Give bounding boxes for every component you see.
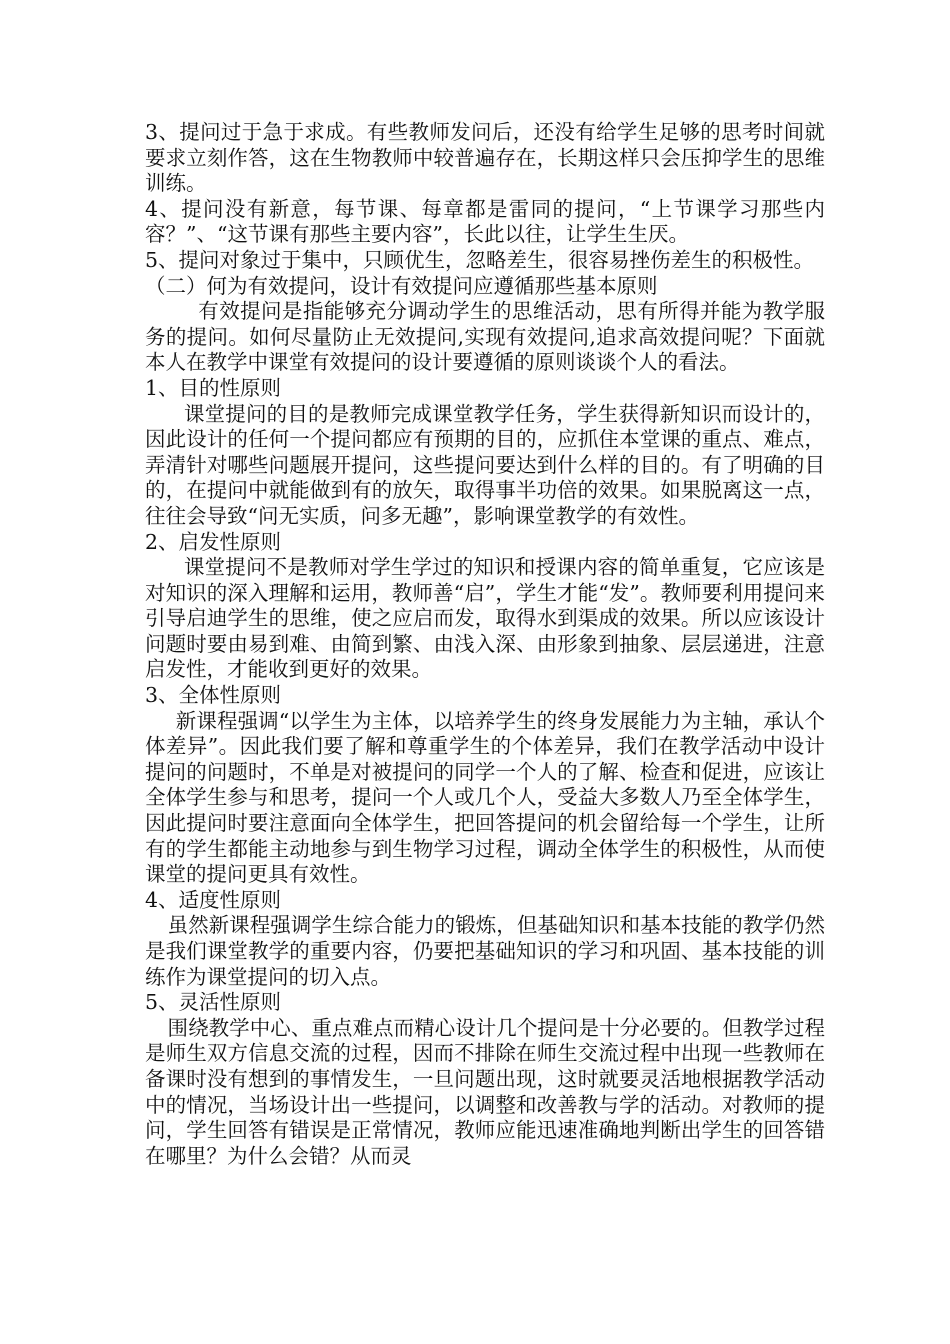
problem-item-3: 3、提问过于急于求成。有些教师发问后，还没有给学生足够的思考时间就要求立刻作答，这在生物教师中较普遍存在，长期这样只会压抑学生的思维训练。 (145, 120, 825, 196)
principle-heading-4: 4、适度性原则 (145, 887, 282, 912)
principle-heading-2: 2、启发性原则 (145, 529, 282, 554)
principle-heading-5: 5、灵活性原则 (145, 990, 282, 1015)
principle-body-1: 课堂提问的目的是教师完成课堂教学任务，学生获得新知识而设计的，因此设计的任何一个提问都应有预期的目的，应抓住本堂课的重点、难点，弄清针对哪些问题展开提问，这些提问要达到什么样的目的。有了明确的目的，在提问中就能做到有的放矢，取得事半功倍的效果。如果脱离这一点，往往会导致“问无实质，问多无趣”，影响课堂教学的有效性。 (145, 401, 825, 528)
principle-heading-1: 1、目的性原则 (145, 375, 282, 400)
principle-body-4: 虽然新课程强调学生综合能力的锻炼，但基础知识和基本技能的教学仍然是我们课堂教学的重要内容，仍要把基础知识的学习和巩固、基本技能的训练作为课堂提问的切入点。 (145, 913, 825, 989)
principle-body-5: 围绕教学中心、重点难点而精心设计几个提问是十分必要的。但教学过程是师生双方信息交流的过程，因而不排除在师生交流过程中出现一些教师在备课时没有想到的事情发生，一旦问题出现，这时就要灵活地根据教学活动中的情况，当场设计出一些提问，以调整和改善教与学的活动。对教师的提问，学生回答有错误是正常情况，教师应能迅速准确地判断出学生的回答错在哪里？为什么会错？从而灵 (145, 1015, 825, 1168)
section-heading: （二）何为有效提问，设计有效提问应遵循那些基本原则 (145, 273, 658, 298)
principle-body-3: 新课程强调“以学生为主体，以培养学生的终身发展能力为主轴，承认个体差异”。因此我们要了解和尊重学生的个体差异，我们在教学活动中设计提问的问题时，不单是对被提问的同学一个人的了解、检查和促进，应该让全体学生参与和思考，提问一个人或几个人，受益大多数人乃至全体学生，因此提问时要注意面向全体学生，把回答提问的机会留给每一个学生，让所有的学生都能主动地参与到生物学习过程，调动全体学生的积极性，从而使课堂的提问更具有效性。 (145, 708, 825, 887)
document-page (145, 120, 825, 1169)
principle-heading-3: 3、全体性原则 (145, 683, 282, 708)
intro-paragraph: 有效提问是指能够充分调动学生的思维活动，思有所得并能为教学服务的提问。如何尽量防止无效提问,实现有效提问,追求高效提问呢？下面就本人在教学中课堂有效提问的设计要遵循的原则谈谈个人的看法。 (145, 299, 825, 375)
problem-item-5: 5、提问对象过于集中，只顾优生，忽略差生，很容易挫伤差生的积极性。 (145, 247, 815, 272)
problem-item-4: 4、提问没有新意，每节课、每章都是雷同的提问，“上节课学习那些内容？”、“这节课有那些主要内容”，长此以往，让学生生厌。 (145, 196, 825, 247)
principle-body-2: 课堂提问不是教师对学生学过的知识和授课内容的简单重复，它应该是对知识的深入理解和运用，教师善“启”，学生才能“发”。教师要利用提问来引导启迪学生的思维，使之应启而发，取得水到渠成的效果。所以应该设计问题时要由易到难、由简到繁、由浅入深、由形象到抽象、层层递进，注意启发性，才能收到更好的效果。 (145, 555, 825, 682)
